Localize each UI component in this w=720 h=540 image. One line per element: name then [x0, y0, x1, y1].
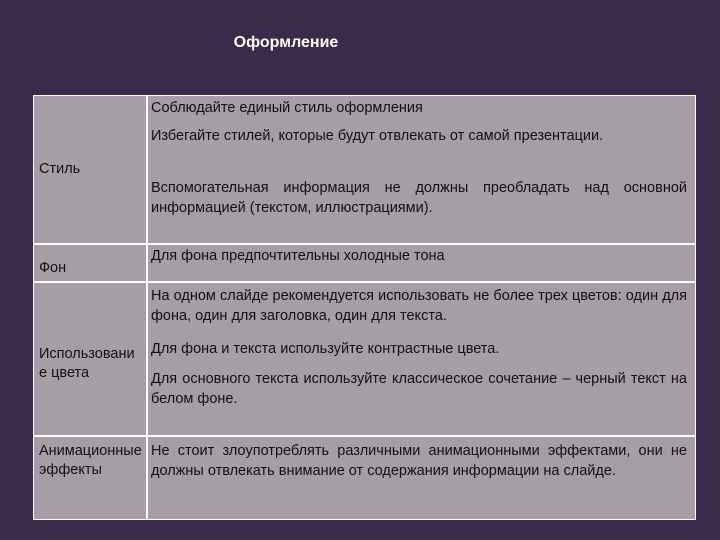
list-item: На одном слайде рекомендуется использовать не более трех цветов: один для фона, один для заголовка, один для текста. — [151, 288, 687, 324]
column-divider — [146, 283, 148, 435]
row-label-color-usage: Использование цвета — [39, 346, 135, 381]
guidelines-table — [33, 95, 696, 520]
list-item: Не стоит злоупотреблять различными анимационными эффектами, они не должны отвлекать внимание от содержания информации на слайде. — [151, 443, 687, 479]
list-item: Для фона предпочтительны холодные тона — [151, 248, 445, 264]
row-label-style: Стиль — [39, 161, 81, 177]
list-item: Соблюдайте единый стиль оформления — [151, 100, 423, 116]
table-row-animation — [34, 437, 695, 519]
table-row-style — [34, 96, 695, 243]
list-item: Избегайте стилей, которые будут отвлекать от самой презентации. — [151, 128, 604, 144]
column-divider — [146, 96, 148, 243]
row-label-background: Фон — [39, 260, 67, 276]
row-label-animation: Анимационные эффекты — [39, 443, 142, 478]
table-row-color-usage — [34, 283, 695, 435]
list-item: Для фона и текста используйте контрастные цвета. — [151, 341, 500, 357]
table-row-background — [34, 245, 695, 281]
list-item: Для основного текста используйте классическое сочетание – черный текст на белом фоне. — [151, 371, 687, 407]
column-divider — [146, 437, 148, 519]
slide-title: Оформление — [233, 34, 339, 51]
column-divider — [146, 245, 148, 281]
list-item: Вспомогательная информация не должны преобладать над основной информацией (текстом, иллюстрациями). — [151, 180, 687, 216]
